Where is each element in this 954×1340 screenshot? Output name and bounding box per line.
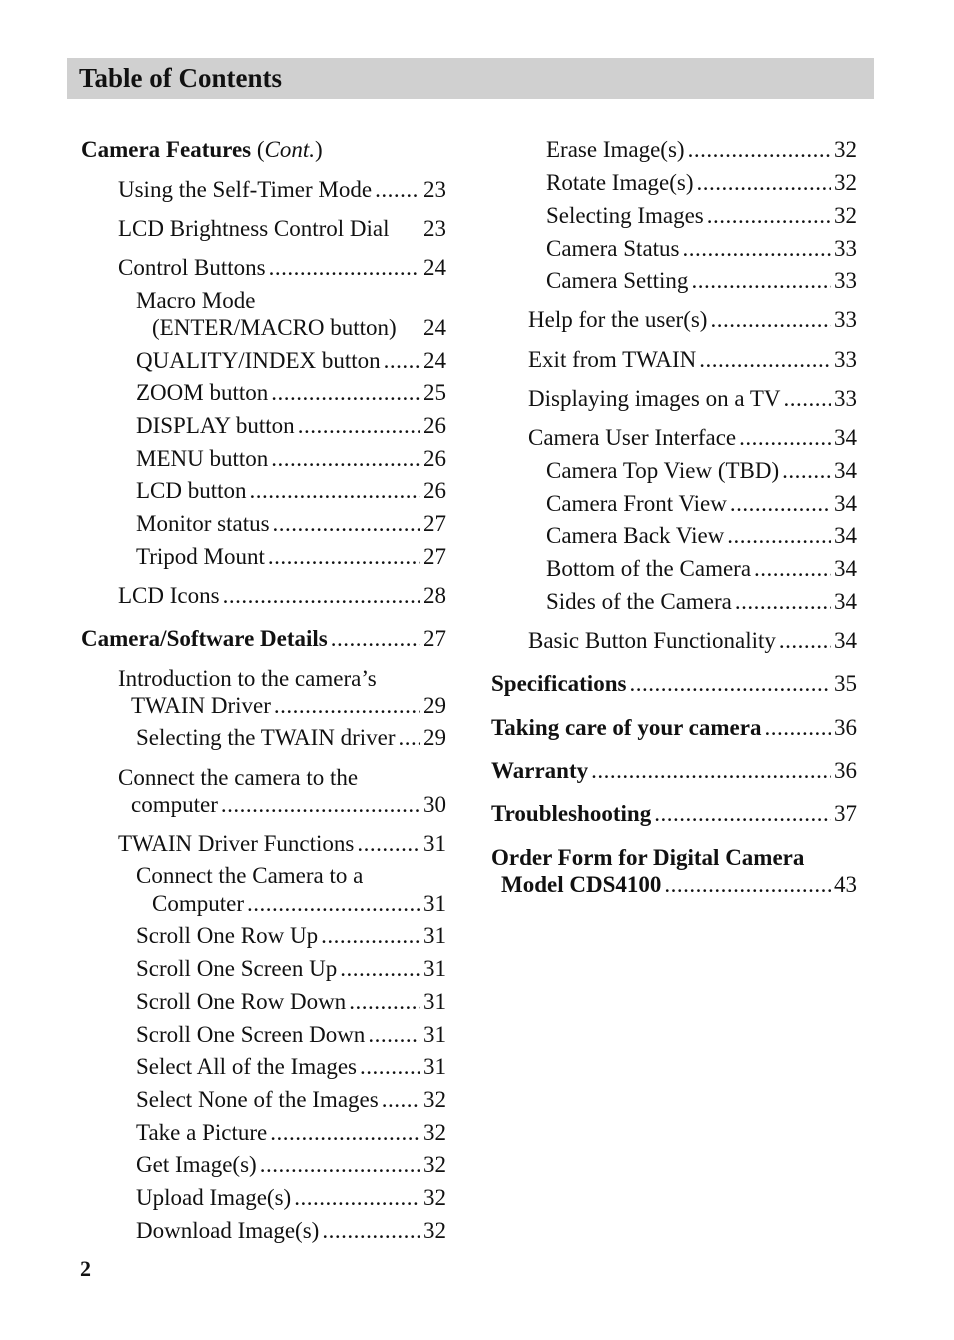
- entry-page: 35: [834, 671, 857, 696]
- entry-page: 27: [423, 544, 446, 569]
- leader-dots: [270, 1118, 420, 1148]
- leader-dots: [321, 921, 420, 951]
- entry-page: 33: [834, 347, 857, 372]
- leader-dots: [247, 889, 420, 919]
- leader-dots: [779, 626, 831, 656]
- toc-entry-camera-setting[interactable]: [546, 266, 857, 296]
- entry-page: 33: [834, 236, 857, 261]
- entry-title: Camera Back View: [546, 523, 725, 548]
- toc-entry-control-buttons[interactable]: [118, 253, 446, 283]
- entry-page: 32: [834, 137, 857, 162]
- entry-title: Rotate Image(s): [546, 170, 694, 195]
- toc-entry-scroll-screen-up[interactable]: [136, 954, 446, 984]
- leader-dots: [784, 384, 831, 414]
- entry-page: 28: [423, 583, 446, 608]
- toc-entry-rotate[interactable]: [546, 168, 857, 198]
- entry-title: Taking care of your camera: [491, 715, 762, 740]
- toc-entry-intro-line1[interactable]: Introduction to the camera’s: [118, 666, 377, 691]
- entry-page: 31: [423, 989, 446, 1014]
- entry-title: TWAIN Driver: [131, 693, 271, 718]
- entry-page: 31: [423, 956, 446, 981]
- entry-page: 34: [834, 458, 857, 483]
- leader-dots: [691, 266, 831, 296]
- entry-page: 34: [834, 556, 857, 581]
- entry-title: Scroll One Row Up: [136, 923, 319, 948]
- entry-page: 31: [423, 1054, 446, 1079]
- entry-title: Monitor status: [136, 511, 270, 536]
- leader-dots: [382, 1085, 420, 1115]
- entry-page: 33: [834, 386, 857, 411]
- toc-entry-camera-ui[interactable]: [528, 423, 857, 453]
- leader-dots: [782, 456, 831, 486]
- toc-entry-scroll-screen-down[interactable]: [136, 1020, 446, 1050]
- toc-entry-intro[interactable]: [131, 691, 446, 721]
- entry-page: 27: [423, 626, 446, 651]
- toc-entry-erase[interactable]: [546, 135, 857, 165]
- entry-page: 36: [834, 715, 857, 740]
- toc-section-camera-features: [81, 135, 323, 165]
- entry-title: Model CDS4100: [501, 872, 662, 897]
- entry-page: 23: [423, 216, 446, 241]
- toc-entry-scroll-row-down[interactable]: [136, 987, 446, 1017]
- toc-entry-back-view[interactable]: [546, 521, 857, 551]
- toc-header-bar: [67, 58, 874, 99]
- cont-label: Cont.: [264, 137, 316, 162]
- entry-title: computer: [131, 792, 218, 817]
- entry-page: 30: [423, 792, 446, 817]
- toc-entry-basic-button[interactable]: [528, 626, 857, 656]
- leader-dots: [268, 542, 420, 572]
- leader-dots: [629, 669, 831, 699]
- entry-title: (ENTER/MACRO button): [152, 315, 397, 340]
- leader-dots: [688, 135, 831, 165]
- entry-title: Take a Picture: [136, 1120, 268, 1145]
- leader-dots: [274, 691, 420, 721]
- toc-section-taking-care[interactable]: [491, 713, 857, 743]
- leader-dots: [223, 581, 420, 611]
- entry-page: 31: [423, 1022, 446, 1047]
- toc-entry-exit[interactable]: [528, 345, 857, 375]
- toc-entry-macro[interactable]: [152, 313, 446, 343]
- entry-title: Exit from TWAIN: [528, 347, 697, 372]
- entry-title: DISPLAY button: [136, 413, 295, 438]
- entry-title: Upload Image(s): [136, 1185, 292, 1210]
- toc-entry-macro-line1[interactable]: Macro Mode: [136, 288, 256, 313]
- toc-entry-connect-cam[interactable]: [152, 889, 446, 919]
- entry-page: 34: [834, 589, 857, 614]
- entry-page: 26: [423, 413, 446, 438]
- leader-dots: [727, 521, 831, 551]
- toc-entry-connect[interactable]: [131, 790, 446, 820]
- entry-title: Help for the user(s): [528, 307, 708, 332]
- cont-paren-open: (: [251, 137, 265, 162]
- leader-dots: [269, 253, 420, 283]
- entry-page: 32: [834, 170, 857, 195]
- entry-page: 27: [423, 511, 446, 536]
- entry-page: 29: [423, 725, 446, 750]
- toc-entry-help[interactable]: [528, 305, 857, 335]
- entry-title: Camera Top View (TBD): [546, 458, 780, 483]
- entry-page: 37: [834, 801, 857, 826]
- toc-section-order[interactable]: [501, 870, 857, 900]
- entry-page: 32: [423, 1218, 446, 1243]
- entry-page: 31: [423, 891, 446, 916]
- toc-entry-monitor[interactable]: [136, 509, 446, 539]
- entry-page: 32: [423, 1152, 446, 1177]
- entry-title: Scroll One Row Down: [136, 989, 347, 1014]
- entry-page: 32: [423, 1185, 446, 1210]
- toc-entry-upload-images[interactable]: [136, 1183, 446, 1213]
- entry-title: LCD button: [136, 478, 247, 503]
- toc-section-warranty[interactable]: [491, 756, 857, 786]
- entry-title: Displaying images on a TV: [528, 386, 781, 411]
- leader-dots: [250, 476, 420, 506]
- entry-title: TWAIN Driver Functions: [118, 831, 355, 856]
- leader-dots: [654, 799, 831, 829]
- leader-dots: [764, 713, 831, 743]
- entry-page: 34: [834, 628, 857, 653]
- entry-title: Basic Button Functionality: [528, 628, 776, 653]
- entry-page: 29: [423, 693, 446, 718]
- entry-title: Selecting Images: [546, 203, 704, 228]
- leader-dots: [399, 723, 420, 753]
- entry-page: 32: [834, 203, 857, 228]
- entry-title: Computer: [152, 891, 244, 916]
- toc-entry-tripod[interactable]: [136, 542, 446, 572]
- entry-page: 32: [423, 1120, 446, 1145]
- toc-section-troubleshooting[interactable]: [491, 799, 857, 829]
- entry-title: Camera User Interface: [528, 425, 737, 450]
- toc-entry-bottom[interactable]: [546, 554, 857, 584]
- leader-dots: [349, 987, 420, 1017]
- leader-dots: [730, 489, 831, 519]
- entry-title: Scroll One Screen Up: [136, 956, 338, 981]
- toc-entry-selecting-images[interactable]: [546, 201, 857, 231]
- section-title: Camera Features: [81, 137, 252, 162]
- leader-dots: [357, 829, 420, 859]
- entry-title: Erase Image(s): [546, 137, 685, 162]
- leader-dots: [707, 201, 831, 231]
- toc-entry-twain-functions[interactable]: [118, 829, 446, 859]
- leader-dots: [683, 234, 832, 264]
- entry-title: Warranty: [491, 758, 589, 783]
- page-number: 2: [80, 1256, 91, 1281]
- entry-title: Bottom of the Camera: [546, 556, 752, 581]
- toc-entry-front-view[interactable]: [546, 489, 857, 519]
- toc-entry-connect-line1[interactable]: Connect the camera to the: [118, 765, 359, 790]
- entry-page: 33: [834, 268, 857, 293]
- entry-title: Troubleshooting: [491, 801, 652, 826]
- entry-title: ZOOM button: [136, 380, 269, 405]
- toc-entry-selecting-twain[interactable]: [136, 723, 446, 753]
- entry-page: 31: [423, 831, 446, 856]
- toc-entry-quality[interactable]: [136, 346, 446, 376]
- entry-title: Camera Setting: [546, 268, 689, 293]
- entry-page: 34: [834, 523, 857, 548]
- leader-dots: [271, 378, 420, 408]
- leader-dots: [384, 346, 420, 376]
- entry-title: Camera/Software Details: [81, 626, 328, 651]
- leader-dots: [699, 345, 831, 375]
- leader-dots: [294, 1183, 420, 1213]
- toc-entry-display[interactable]: [136, 411, 446, 441]
- entry-title: LCD Brightness Control Dial: [118, 216, 390, 241]
- toc-entry-lcd-button[interactable]: [136, 476, 446, 506]
- entry-page: 43: [834, 872, 857, 897]
- entry-title: Select All of the Images: [136, 1054, 357, 1079]
- entry-title: Select None of the Images: [136, 1087, 379, 1112]
- leader-dots: [331, 624, 420, 654]
- leader-dots: [260, 1150, 420, 1180]
- leader-dots: [754, 554, 831, 584]
- entry-title: QUALITY/INDEX button: [136, 348, 381, 373]
- entry-page: 24: [423, 255, 446, 280]
- page-title: Table of Contents: [79, 63, 283, 93]
- entry-title: Download Image(s): [136, 1218, 320, 1243]
- toc-entry-connect-cam-line1[interactable]: Connect the Camera to a: [136, 863, 364, 888]
- entry-title: Get Image(s): [136, 1152, 257, 1177]
- entry-title: Specifications: [491, 671, 627, 696]
- entry-title: Selecting the TWAIN driver: [136, 725, 396, 750]
- entry-page: 36: [834, 758, 857, 783]
- toc-entry-download-images[interactable]: [136, 1216, 446, 1246]
- entry-title: Camera Front View: [546, 491, 727, 516]
- entry-title: Control Buttons: [118, 255, 266, 280]
- leader-dots: [375, 175, 420, 205]
- toc-entry-lcd-brightness[interactable]: [118, 214, 446, 244]
- entry-page: 34: [834, 491, 857, 516]
- entry-page: 32: [423, 1087, 446, 1112]
- entry-title: MENU button: [136, 446, 269, 471]
- toc-entry-scroll-row-up[interactable]: [136, 921, 446, 951]
- leader-dots: [735, 587, 831, 617]
- entry-page: 26: [423, 446, 446, 471]
- toc-entry-menu[interactable]: [136, 444, 446, 474]
- toc-entry-camera-status[interactable]: [546, 234, 857, 264]
- cont-paren-close: ): [315, 137, 323, 162]
- entry-title: Using the Self-Timer Mode: [118, 177, 373, 202]
- leader-dots: [340, 954, 420, 984]
- entry-page: 23: [423, 177, 446, 202]
- entry-page: 25: [423, 380, 446, 405]
- toc-entry-lcd-icons[interactable]: [118, 581, 446, 611]
- leader-dots: [710, 305, 831, 335]
- entry-title: Sides of the Camera: [546, 589, 732, 614]
- entry-title: LCD Icons: [118, 583, 220, 608]
- entry-page: 24: [423, 315, 446, 340]
- entry-title: Camera Status: [546, 236, 680, 261]
- toc-entry-take-picture[interactable]: [136, 1118, 446, 1148]
- toc-entry-top-view[interactable]: [546, 456, 857, 486]
- leader-dots: [271, 444, 420, 474]
- toc-section-specifications[interactable]: [491, 669, 857, 699]
- entry-page: 26: [423, 478, 446, 503]
- leader-dots: [697, 168, 831, 198]
- toc-entry-select-all[interactable]: [136, 1052, 446, 1082]
- leader-dots: [739, 423, 831, 453]
- toc-entry-displaying-tv[interactable]: [528, 384, 857, 414]
- entry-page: 34: [834, 425, 857, 450]
- leader-dots: [221, 790, 420, 820]
- entry-page: 24: [423, 348, 446, 373]
- toc-entry-zoom[interactable]: [136, 378, 446, 408]
- entry-page: 33: [834, 307, 857, 332]
- entry-title: Scroll One Screen Down: [136, 1022, 366, 1047]
- toc-section-order-line1[interactable]: Order Form for Digital Camera: [491, 845, 805, 870]
- leader-dots: [591, 756, 831, 786]
- toc-section-software-details[interactable]: [81, 624, 446, 654]
- leader-dots: [664, 870, 831, 900]
- toc-entry-get-images[interactable]: [136, 1150, 446, 1180]
- leader-dots: [273, 509, 420, 539]
- toc-entry-self-timer[interactable]: [118, 175, 446, 205]
- toc-entry-sides[interactable]: [546, 587, 857, 617]
- leader-dots: [360, 1052, 420, 1082]
- entry-page: 31: [423, 923, 446, 948]
- leader-dots: [298, 411, 420, 441]
- toc-entry-select-none[interactable]: [136, 1085, 446, 1115]
- entry-title: Tripod Mount: [136, 544, 265, 569]
- leader-dots: [368, 1020, 420, 1050]
- leader-dots: [322, 1216, 420, 1246]
